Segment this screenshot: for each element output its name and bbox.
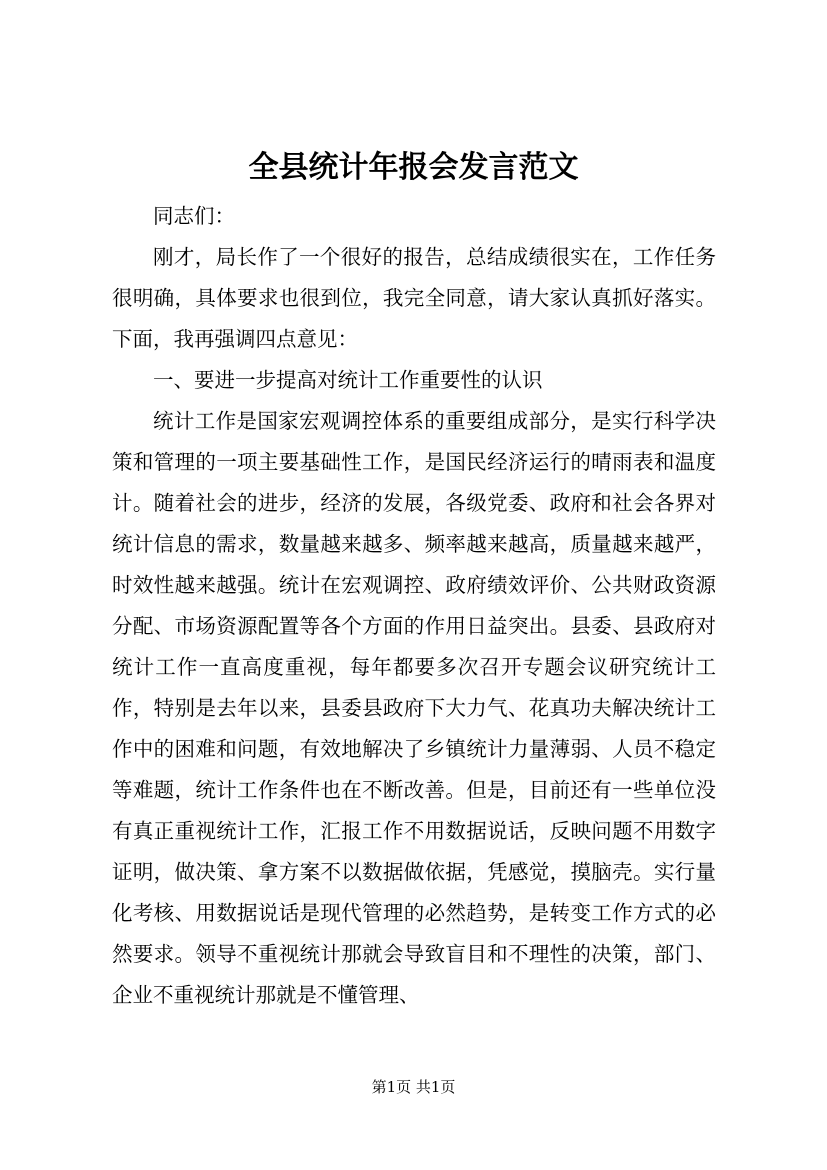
page-number-footer: 第1页 共1页: [371, 1078, 456, 1096]
intro-paragraph: 刚才，局长作了一个很好的报告，总结成绩很实在，工作任务很明确，具体要求也很到位，我完全同意，请大家认真抓好落实。下面，我再强调四点意见：: [112, 245, 716, 351]
section-heading-1: 一、要进一步提高对统计工作重要性的认识: [153, 368, 543, 392]
salutation-paragraph: 同志们：: [153, 204, 235, 228]
section-1-paragraph: 统计工作是国家宏观调控体系的重要组成部分，是实行科学决策和管理的一项主要基础性工作，是国民经济运行的晴雨表和温度计。随着社会的进步，经济的发展，各级党委、政府和社会各界对统计信息的需求，数量越来越多、频率越来越高，质量越来越严，时效性越来越强。统计在宏观调控、政府绩效评价、公共财政资源分配、市场资源配置等各个方面的作用日益突出。县委、县政府对统计工作一直高度重视，每年都要多次召开专题会议研究统计工作，特别是去年以来，县委县政府下大力气、花真功夫解决统计工作中的困难和问题，有效地解决了乡镇统计力量薄弱、人员不稳定等难题，统计工作条件也在不断改善。但是，目前还有一些单位没有真正重视统计工作，汇报工作不用数据说话，反映问题不用数字证明，做决策、拿方案不以数据做依据，凭感觉，摸脑壳。实行量化考核、用数据说话是现代管理的必然趋势，是转变工作方式的必然要求。领导不重视统计那就会导致盲目和不理性的决策，部门、企业不重视统计那就是不懂管理、: [112, 409, 716, 1007]
document-body: [112, 196, 716, 1016]
document-title: 全县统计年报会发言范文: [248, 150, 579, 185]
